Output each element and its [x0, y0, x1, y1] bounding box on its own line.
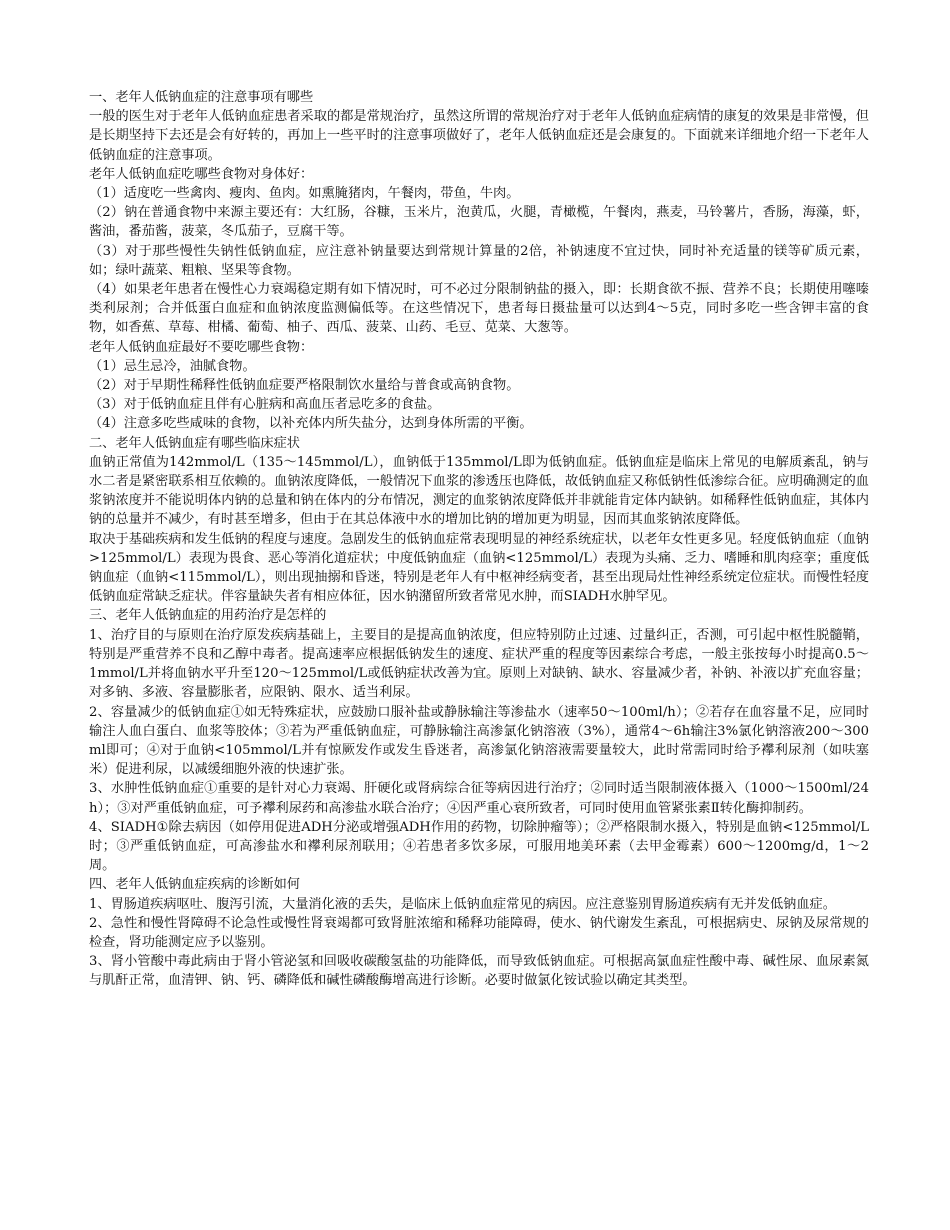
paragraph: 取决于基础疾病和发生低钠的程度与速度。急剧发生的低钠血症常表现明显的神经系统症状，以老年女性更多见。轻度低钠血症（血钠>125mmol/L）表现为畏食、恶心等消化道症状；中度低钠血症（血钠<125mmol/L）表现为头痛、乏力、嗜睡和肌肉痉挛；重度低钠血症（血钠<115mmol/L），则出现抽搦和昏迷，特别是老年人有中枢神经病变者，甚至出现局灶性神经系统定位症状。而慢性轻度低钠血症常缺乏症状。伴容量缺失者有相应体征，因水钠潴留所致者常见水肿，而SIADH水肿罕见。 [89, 531, 869, 605]
paragraph: 3、肾小管酸中毒此病由于肾小管泌氢和回吸收碳酸氢盐的功能降低，而导致低钠血症。可根据高氯血症性酸中毒、碱性尿、血尿素氮与肌酐正常，血清钾、钠、钙、磷降低和碱性磷酸酶增高进行诊断。必要时做氯化铵试验以确定其类型。 [89, 954, 869, 989]
section-heading-4: 四、老年人低钠血症疾病的诊断如何 [89, 877, 300, 893]
paragraph: 1、胃肠道疾病呕吐、腹泻引流，大量消化液的丢失，是临床上低钠血症常见的病因。应注意鉴别胃肠道疾病有无并发低钠血症。 [89, 896, 836, 912]
list-item: （2）对于早期性稀释性低钠血症要严格限制饮水量给与普食或高钠食物。 [89, 378, 520, 394]
list-item: （3）对于低钠血症且伴有心脏病和高血压者忌吃多的食盐。 [89, 397, 441, 413]
paragraph: 血钠正常值为142mmol/L（135～145mmol/L），血钠低于135mmol/L即为低钠血症。低钠血症是临床上常见的电解质紊乱，钠与水二者是紧密联系相互依赖的。血钠浓度降低，一般情况下血浆的渗透压也降低，故低钠血症又称低钠性低渗综合征。应明确测定的血浆钠浓度并不能说明体内钠的总量和钠在体内的分布情况，测定的血浆钠浓度降低并非就能肯定体内缺钠。如稀释性低钠血症，其体内钠的总量并不减少，有时甚至增多，但由于在其总体液中水的增加比钠的增加更为明显，因而其血浆钠浓度降低。 [89, 454, 869, 528]
subheading-bad-foods: 老年人低钠血症最好不要吃哪些食物： [89, 339, 314, 355]
section-heading-2: 二、老年人低钠血症有哪些临床症状 [89, 435, 300, 451]
paragraph: 2、急性和慢性肾障碍不论急性或慢性肾衰竭都可致肾脏浓缩和稀释功能障碍，使水、钠代谢发生紊乱，可根据病史、尿钠及尿常规的检查，肾功能测定应予以鉴别。 [89, 915, 869, 950]
paragraph: 2、容量减少的低钠血症①如无特殊症状，应鼓励口服补盐或静脉输注等渗盐水（速率50～100ml/h）；②若存在血容量不足，应同时输注人血白蛋白、血浆等胶体；③若为严重低钠血症，可静脉输注高渗氯化钠溶液（3%），通常4～6h输注3%氯化钠溶液200～300ml即可；④对于血钠<105mmol/L并有惊厥发作或发生昏迷者，高渗氯化钠溶液需要量较大，此时常需同时给予襻利尿剂（如呋塞米）促进利尿，以减缓细胞外液的快速扩张。 [89, 704, 869, 778]
paragraph: 3、水肿性低钠血症①重要的是针对心力衰竭、肝硬化或肾病综合征等病因进行治疗；②同时适当限制液体摄入（1000～1500ml/24h）；③对严重低钠血症，可予襻利尿药和高渗盐水联合治疗；④因严重心衰所致者，可同时使用血管紧张素Ⅱ转化酶抑制药。 [89, 781, 869, 816]
list-item: （1）适度吃一些禽肉、瘦肉、鱼肉。如熏腌猪肉，午餐肉，带鱼，牛肉。 [89, 186, 520, 202]
list-item: （1）忌生忌冷，油腻食物。 [89, 358, 256, 374]
subheading-good-foods: 老年人低钠血症吃哪些食物对身体好： [89, 166, 314, 182]
paragraph: 一般的医生对于老年人低钠血症患者采取的都是常规治疗，虽然这所谓的常规治疗对于老年人低钠血症病情的康复的效果是非常慢，但是长期坚持下去还是会有好转的，再加上一些平时的注意事项做好了，老年人低钠血症还是会康复的。下面就来详细地介绍一下老年人低钠血症的注意事项。 [89, 109, 869, 163]
list-item: （4）如果老年患者在慢性心力衰竭稳定期有如下情况时，可不必过分限制钠盐的摄入，即：长期食欲不振、营养不良；长期使用噻嗪类利尿剂；合并低蛋白血症和血钠浓度监测偏低等。在这些情况下，患者每日摄盐量可以达到4～5克，同时多吃一些含钾丰富的食物，如香蕉、草莓、柑橘、葡萄、柚子、西瓜、菠菜、山药、毛豆、苋菜、大葱等。 [89, 282, 869, 336]
list-item: （4）注意多吃些咸味的食物，以补充体内所失盐分，达到身体所需的平衡。 [89, 416, 533, 432]
list-item: （2）钠在普通食物中来源主要还有：大红肠，谷糠，玉米片，泡黄瓜，火腿，青橄榄，午餐肉，燕麦，马铃薯片，香肠，海藻，虾，酱油，番茄酱，菠菜，冬瓜茄子，豆腐干等。 [89, 205, 869, 240]
paragraph: 1、治疗目的与原则在治疗原发疾病基础上，主要目的是提高血钠浓度，但应特别防止过速、过量纠正，否测，可引起中枢性脱髓鞘，特别是严重营养不良和乙醇中毒者。提高速率应根据低钠发生的速度、症状严重的程度等因素综合考虑，一般主张按每小时提高0.5～1mmol/L并将血钠水平升至120～125mmol/L或低钠症状改善为宜。原则上对缺钠、缺水、容量减少者，补钠、补液以扩充血容量；对多钠、多液、容量膨胀者，应限钠、限水、适当利尿。 [89, 627, 869, 701]
list-item: （3）对于那些慢性失钠性低钠血症，应注意补钠量要达到常规计算量的2倍，补钠速度不宜过快，同时补充适量的镁等矿质元素，如；绿叶蔬菜、粗粮、坚果等食物。 [89, 243, 869, 278]
section-heading-1: 一、老年人低钠血症的注意事项有哪些 [89, 90, 314, 105]
document-body [89, 88, 869, 991]
paragraph: 4、SIADH①除去病因（如停用促进ADH分泌或增强ADH作用的药物，切除肿瘤等）；②严格限制水摄入，特别是血钠<125mmol/L时；③严重低钠血症，可高渗盐水和襻利尿剂联用；④若患者多饮多尿，可服用地美环素（去甲金霉素）600～1200mg/d，1～2周。 [89, 819, 869, 874]
section-heading-3: 三、老年人低钠血症的用药治疗是怎样的 [89, 608, 327, 624]
